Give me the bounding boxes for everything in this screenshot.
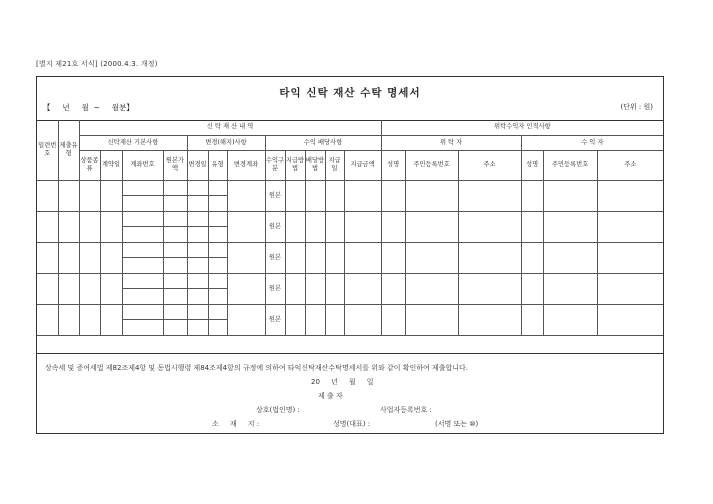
table-cell[interactable] [208, 289, 227, 305]
col-pay-amount: 지급금액 [344, 150, 381, 180]
table-cell[interactable] [163, 289, 187, 305]
table-cell[interactable] [122, 304, 163, 320]
table-cell[interactable] [325, 304, 344, 335]
table-cell[interactable] [325, 180, 344, 211]
date-line[interactable]: 20 년 월 일 [311, 378, 374, 386]
table-cell[interactable] [79, 304, 100, 335]
table-cell[interactable] [208, 180, 227, 196]
table-cell[interactable] [37, 211, 58, 242]
table-cell[interactable] [187, 180, 208, 196]
table-cell[interactable] [305, 180, 325, 211]
table-cell[interactable] [163, 304, 187, 320]
table-cell[interactable] [543, 304, 597, 335]
table-cell[interactable] [227, 242, 265, 273]
table-cell[interactable] [597, 180, 663, 211]
col-name-beneficiary: 성명 [521, 150, 543, 180]
table-cell[interactable] [37, 180, 58, 211]
income-class-label: 원본 [265, 242, 285, 273]
table-cell[interactable] [122, 180, 163, 196]
header-beneficiary: 수 익 자 [521, 135, 663, 150]
signature-label[interactable]: (서명 또는 ⑩) [435, 420, 479, 428]
income-class-label: 원본 [265, 304, 285, 335]
table-cell[interactable] [37, 242, 58, 273]
col-serial: 일련번호 [37, 120, 58, 180]
table-cell[interactable] [227, 304, 265, 335]
table-cell[interactable] [208, 304, 227, 320]
col-addr-beneficiary: 주소 [597, 150, 663, 180]
trust-table [37, 120, 663, 336]
table-cell[interactable] [405, 304, 458, 335]
table-cell[interactable] [208, 196, 227, 212]
form-reference: [별지 제21호 서식] (2000.4.3. 개정) [36, 60, 158, 68]
table-cell[interactable] [227, 211, 265, 242]
col-change-account: 변경계좌 [227, 150, 265, 180]
header-dividend: 수익 배당사항 [265, 135, 381, 150]
income-class-label: 원본 [265, 180, 285, 211]
table-cell[interactable] [100, 304, 122, 335]
table-cell[interactable] [344, 242, 381, 273]
table-cell[interactable] [285, 180, 305, 211]
table-cell[interactable] [597, 242, 663, 273]
col-product-type: 상품종류 [79, 150, 100, 180]
unit-label: (단위 : 원) [620, 103, 653, 111]
table-cell[interactable] [208, 227, 227, 243]
table-row [37, 180, 663, 196]
table-cell[interactable] [100, 242, 122, 273]
table-cell[interactable] [163, 196, 187, 212]
table-cell[interactable] [285, 242, 305, 273]
table-cell[interactable] [543, 242, 597, 273]
table-cell[interactable] [122, 273, 163, 289]
col-change-date: 변경일 [187, 150, 208, 180]
table-cell[interactable] [37, 304, 58, 335]
table-cell[interactable] [381, 180, 405, 211]
company-name-label: 상호(법인명) : [256, 406, 300, 414]
table-cell[interactable] [458, 242, 521, 273]
table-cell[interactable] [305, 211, 325, 242]
submitter-label: 제 출 자 [318, 392, 343, 400]
col-account-no: 계좌번호 [122, 150, 163, 180]
table-cell[interactable] [521, 211, 543, 242]
table-cell[interactable] [187, 258, 208, 274]
table-cell[interactable] [325, 273, 344, 304]
table-cell[interactable] [79, 211, 100, 242]
col-name-consignor: 성명 [381, 150, 405, 180]
table-cell[interactable] [58, 211, 79, 242]
form-title: 타익 신탁 재산 수탁 명세서 [279, 87, 421, 99]
table-cell[interactable] [543, 273, 597, 304]
col-pay-date: 지급일 [325, 150, 344, 180]
table-cell[interactable] [381, 304, 405, 335]
income-class-label: 원본 [265, 211, 285, 242]
table-cell[interactable] [58, 242, 79, 273]
table-cell[interactable] [208, 242, 227, 258]
col-income-class: 수익구분 [265, 150, 285, 180]
table-cell[interactable] [405, 273, 458, 304]
table-row [37, 273, 663, 289]
table-cell[interactable] [79, 273, 100, 304]
table-cell[interactable] [163, 320, 187, 336]
table-cell[interactable] [405, 211, 458, 242]
table-cell[interactable] [79, 242, 100, 273]
table-cell[interactable] [122, 320, 163, 336]
table-cell[interactable] [122, 258, 163, 274]
table-cell[interactable] [187, 242, 208, 258]
table-cell[interactable] [58, 273, 79, 304]
table-cell[interactable] [37, 273, 58, 304]
table-cell[interactable] [122, 196, 163, 212]
col-rrn-consignor: 주민등록번호 [405, 150, 458, 180]
col-rrn-beneficiary: 주민등록번호 [543, 150, 597, 180]
table-row [37, 211, 663, 227]
table-cell[interactable] [405, 242, 458, 273]
table-cell[interactable] [405, 180, 458, 211]
table-cell[interactable] [122, 289, 163, 305]
statement: 상속세 및 증여세법 제82조제4항 및 동법시행령 제84조제4항의 규정에 의하여 타익신탁재산수탁명세서를 위와 같이 확인하여 제출합니다. [45, 364, 469, 372]
table-cell[interactable] [187, 289, 208, 305]
table-row [37, 242, 663, 258]
period-field[interactable]: 【 년 월 ~ 월분】 [43, 103, 134, 112]
header-change: 변경(해지)사항 [187, 135, 265, 150]
table-cell[interactable] [58, 180, 79, 211]
table-cell[interactable] [100, 180, 122, 211]
table-cell[interactable] [543, 180, 597, 211]
table-cell[interactable] [458, 273, 521, 304]
income-class-label: 원본 [265, 273, 285, 304]
location-label: 소 재 지 : [212, 420, 260, 428]
representative-label: 성명(대표) : [333, 420, 371, 428]
table-cell[interactable] [122, 227, 163, 243]
table-cell[interactable] [187, 196, 208, 212]
header-consignor: 위 탁 자 [381, 135, 521, 150]
table-cell[interactable] [344, 304, 381, 335]
table-cell[interactable] [163, 180, 187, 196]
col-change-type: 유형 [208, 150, 227, 180]
table-cell[interactable] [344, 180, 381, 211]
table-cell[interactable] [122, 242, 163, 258]
table-cell[interactable] [187, 273, 208, 289]
table-cell[interactable] [305, 273, 325, 304]
table-cell[interactable] [543, 211, 597, 242]
table-cell[interactable] [458, 180, 521, 211]
table-cell[interactable] [163, 227, 187, 243]
table-cell[interactable] [305, 304, 325, 335]
col-contract-date: 계약일 [100, 150, 122, 180]
table-cell[interactable] [227, 273, 265, 304]
col-principal-amount: 원본가액 [163, 150, 187, 180]
table-cell[interactable] [58, 304, 79, 335]
table-cell[interactable] [285, 304, 305, 335]
header-trust-details: 신 탁 재 산 내 역 [79, 120, 381, 135]
table-cell[interactable] [325, 242, 344, 273]
table-cell[interactable] [458, 304, 521, 335]
col-div-method: 배당방법 [305, 150, 325, 180]
table-cell[interactable] [79, 180, 100, 211]
table-cell[interactable] [100, 273, 122, 304]
table-cell[interactable] [458, 211, 521, 242]
table-cell[interactable] [344, 273, 381, 304]
table-cell[interactable] [285, 211, 305, 242]
table-row [37, 304, 663, 320]
table-cell[interactable] [597, 304, 663, 335]
table-cell[interactable] [521, 242, 543, 273]
table-cell[interactable] [163, 242, 187, 258]
table-cell[interactable] [100, 211, 122, 242]
table-cell[interactable] [122, 211, 163, 227]
table-cell[interactable] [208, 258, 227, 274]
table-cell[interactable] [597, 273, 663, 304]
table-cell[interactable] [208, 211, 227, 227]
table-cell[interactable] [344, 211, 381, 242]
table-cell[interactable] [521, 273, 543, 304]
table-cell[interactable] [227, 180, 265, 211]
table-cell[interactable] [187, 320, 208, 336]
table-cell[interactable] [163, 258, 187, 274]
table-cell[interactable] [597, 211, 663, 242]
table-cell[interactable] [187, 304, 208, 320]
table-cell[interactable] [381, 211, 405, 242]
table-cell[interactable] [381, 273, 405, 304]
table-cell[interactable] [521, 180, 543, 211]
table-cell[interactable] [285, 273, 305, 304]
table-cell[interactable] [187, 211, 208, 227]
table-cell[interactable] [163, 273, 187, 289]
table-cell[interactable] [187, 227, 208, 243]
col-submit-type: 제출유형 [58, 120, 79, 180]
table-cell[interactable] [163, 211, 187, 227]
col-addr-consignor: 주소 [458, 150, 521, 180]
col-pay-method: 지급방법 [285, 150, 305, 180]
form-frame [36, 76, 664, 434]
table-cell[interactable] [521, 304, 543, 335]
table-body [37, 180, 663, 335]
table-cell[interactable] [381, 242, 405, 273]
table-cell[interactable] [305, 242, 325, 273]
table-bottom-line [37, 353, 663, 354]
table-cell[interactable] [325, 211, 344, 242]
header-trustee-info: 위탁수익자 인적사항 [381, 120, 663, 135]
header-basic: 신탁재산 기본사항 [79, 135, 187, 150]
table-cell[interactable] [208, 273, 227, 289]
table-cell[interactable] [208, 320, 227, 336]
biz-reg-no-label: 사업자등록번호 : [380, 406, 432, 414]
